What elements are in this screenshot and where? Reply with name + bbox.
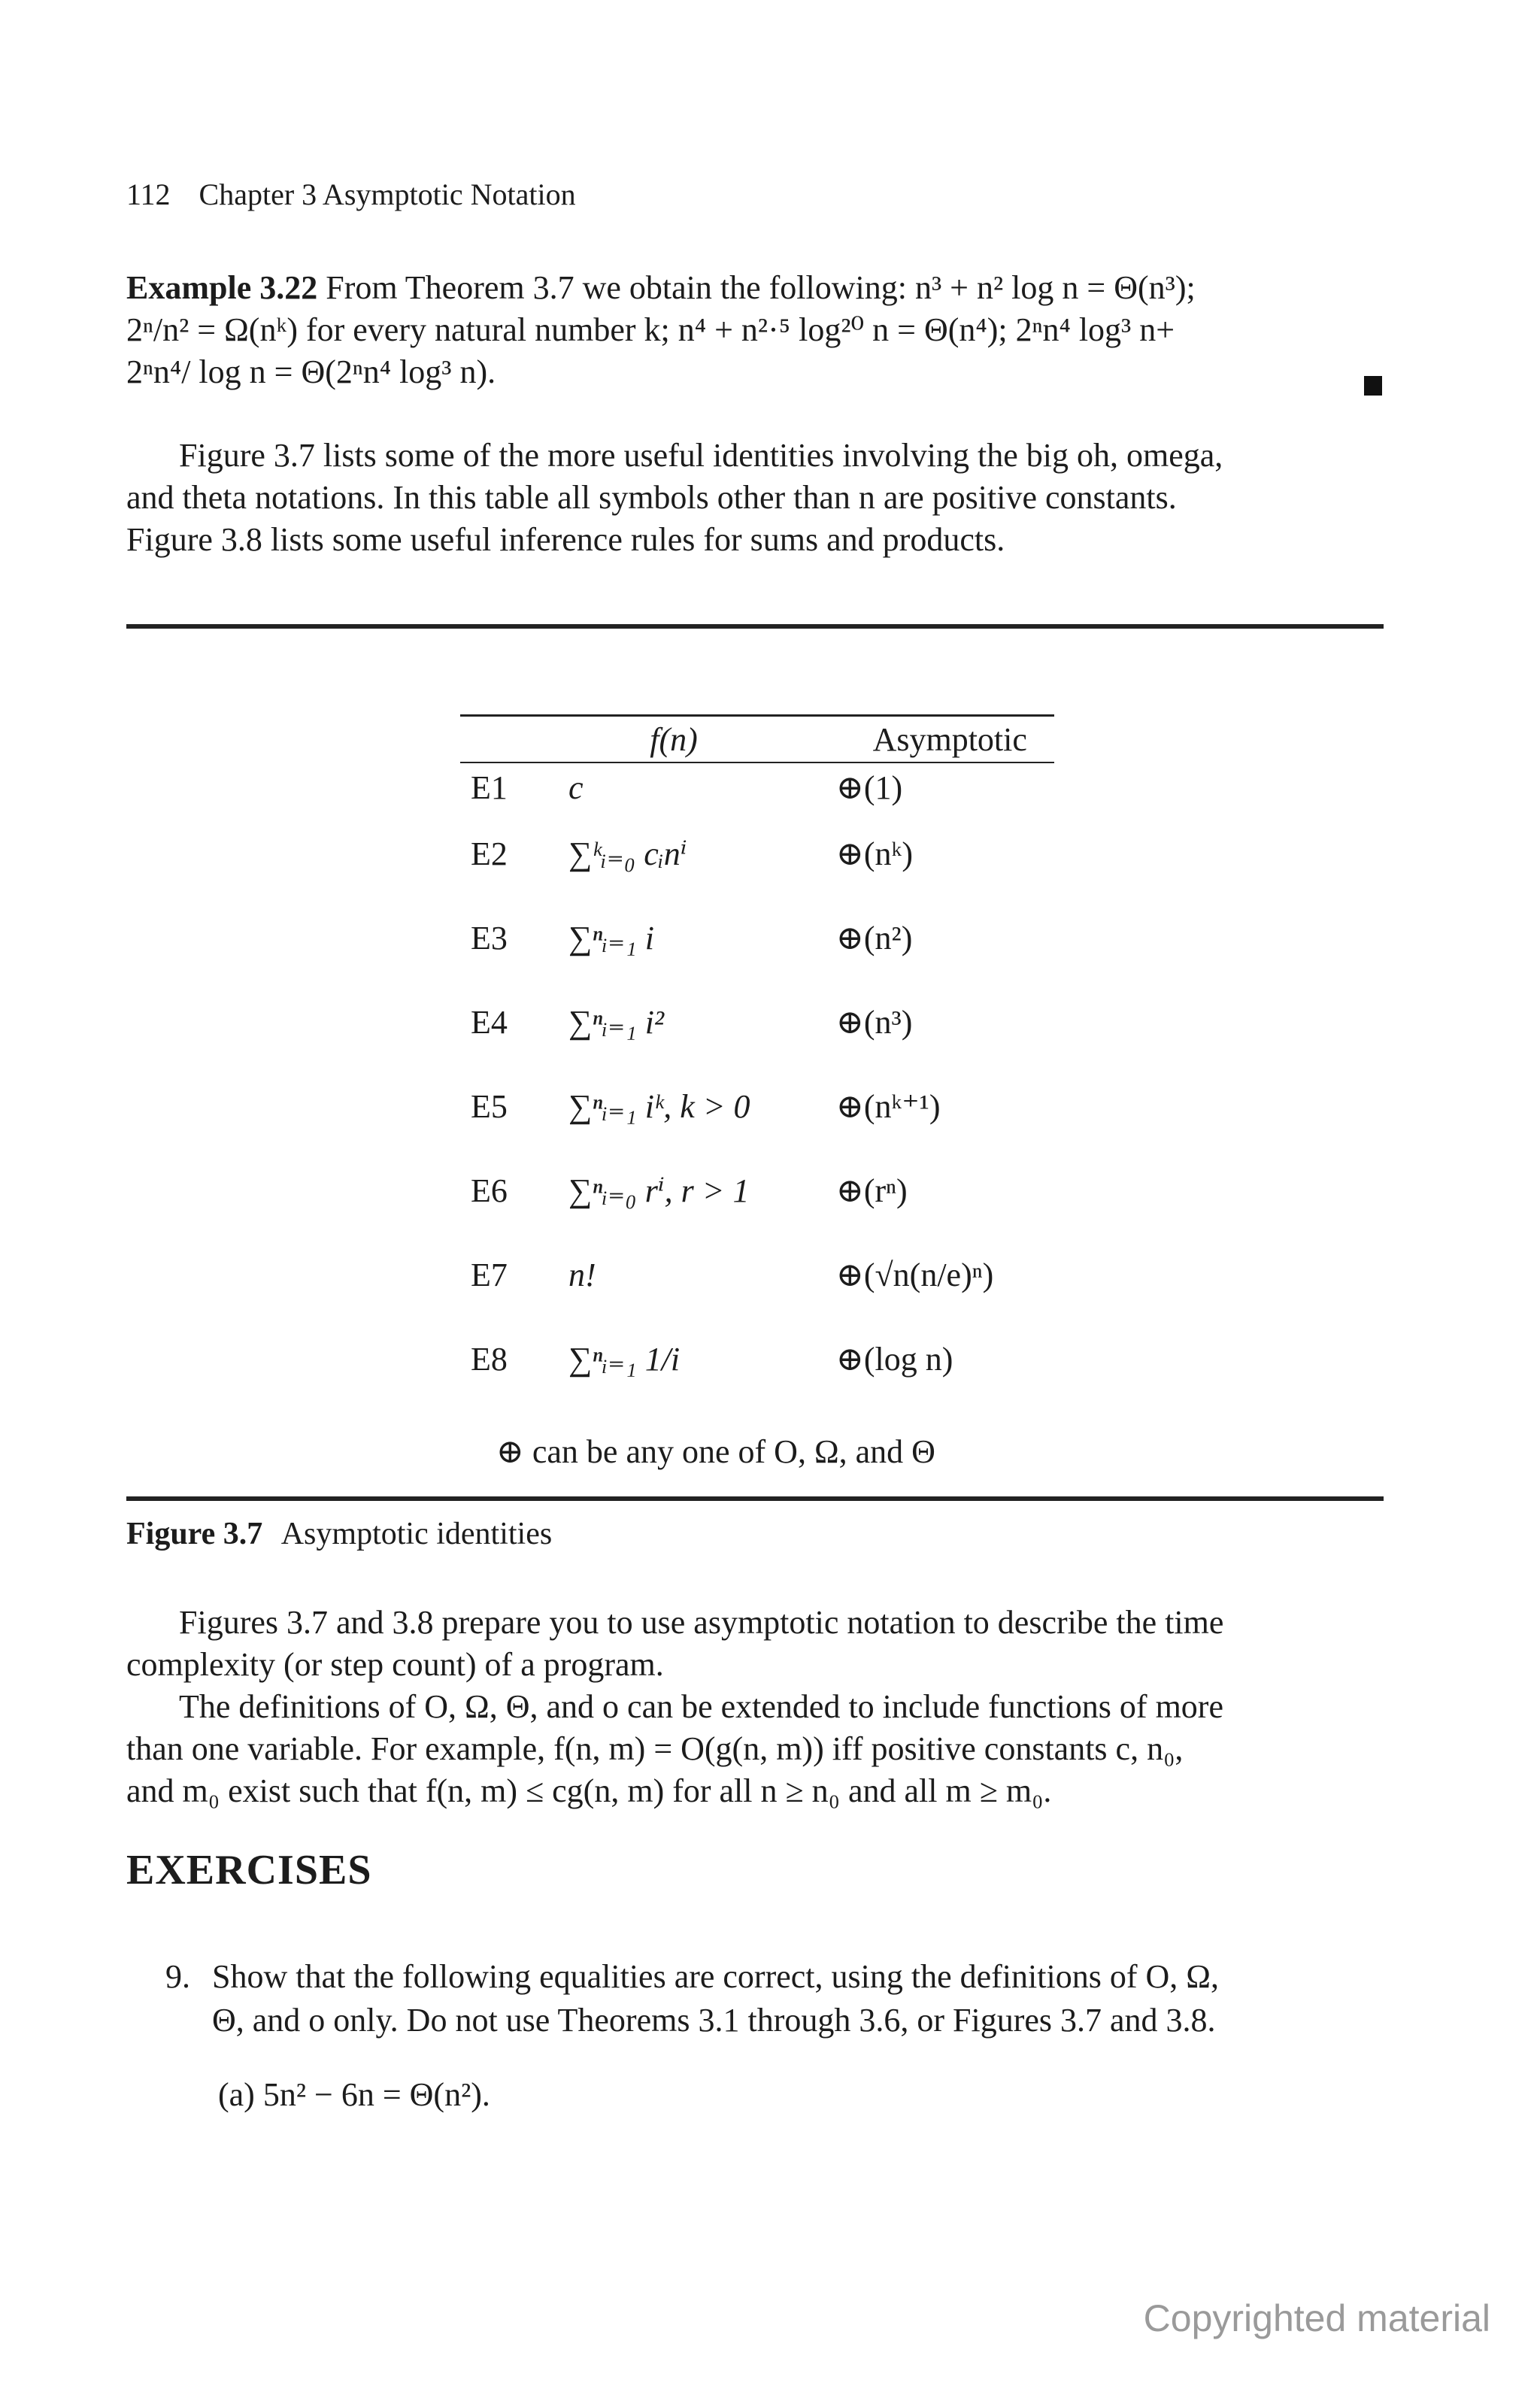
intro-paragraph [126, 435, 1384, 561]
table-row [460, 980, 1054, 1064]
table-row [460, 811, 1054, 896]
header-asymptotic: Asymptotic [872, 721, 1027, 758]
row-f: ∑ᵏᵢ₌₀ cᵢnⁱ [568, 835, 687, 872]
example-line-1: From Theorem 3.7 we obtain the following: n³ + n² log n = Θ(n³); [326, 269, 1196, 306]
body-line: The definitions of O, Ω, Θ, and o can be extended to include functions of more [179, 1688, 1223, 1725]
figure-bottom-rule [126, 1496, 1384, 1501]
figure-caption [126, 1516, 552, 1552]
table-footnote: ⊕ can be any one of O, Ω, and Θ [496, 1433, 935, 1470]
row-asymptotic: ⊕(log n) [836, 1340, 953, 1378]
intro-line: Figure 3.8 lists some useful inference rules for sums and products. [126, 521, 1005, 558]
exercise-9a: (a) 5n² − 6n = Θ(n²). [218, 2076, 490, 2113]
copyright-watermark: Copyrighted material [1143, 2297, 1490, 2339]
row-f: ∑ⁿᵢ₌₁ iᵏ, k > 0 [568, 1087, 750, 1125]
row-id: E7 [471, 1256, 508, 1293]
row-f: ∑ⁿᵢ₌₁ 1/i [568, 1340, 681, 1378]
row-id: E3 [471, 919, 508, 956]
body-line: and m₀ exist such that f(n, m) ≤ cg(n, m) for all n ≥ n₀ and all m ≥ m₀. [126, 1772, 1052, 1809]
row-id: E1 [471, 769, 508, 806]
body-line: complexity (or step count) of a program. [126, 1646, 664, 1683]
body-line: Figures 3.7 and 3.8 prepare you to use asymptotic notation to describe the time [179, 1604, 1224, 1641]
body-line: than one variable. For example, f(n, m) = O(g(n, m)) iff positive constants c, n₀, [126, 1730, 1184, 1767]
table-row [460, 1064, 1054, 1148]
exercise-line: Show that the following equalities are correct, using the definitions of O, Ω, [212, 1958, 1219, 1995]
exercise-9 [165, 1955, 1384, 2042]
row-asymptotic: ⊕(n³) [836, 1003, 913, 1041]
table-row [460, 896, 1054, 980]
table-header-row [460, 717, 1054, 762]
intro-line: and theta notations. In this table all symbols other than n are positive constants. [126, 479, 1177, 516]
row-asymptotic: ⊕(nᵏ) [836, 835, 914, 872]
example-label: Example 3.22 [126, 269, 318, 306]
identities-table [460, 714, 1054, 1401]
page-number: 112 [126, 177, 171, 211]
row-f: ∑ⁿᵢ₌₀ rⁱ, r > 1 [568, 1172, 750, 1209]
exercise-line: Θ, and o only. Do not use Theorems 3.1 through 3.6, or Figures 3.7 and 3.8. [212, 2002, 1216, 2039]
row-id: E2 [471, 835, 508, 872]
figure-top-rule [126, 624, 1384, 629]
table-row [460, 1148, 1054, 1232]
row-f: ∑ⁿᵢ₌₁ i² [568, 1003, 665, 1041]
row-id: E8 [471, 1340, 508, 1378]
header-fn: f(n) [650, 721, 698, 758]
page-header [126, 177, 576, 212]
row-asymptotic: ⊕(rⁿ) [836, 1172, 908, 1209]
row-id: E4 [471, 1003, 508, 1041]
body-paragraph-2 [126, 1686, 1384, 1812]
example-block [126, 267, 1384, 393]
example-line-2: 2ⁿ/n² = Ω(nᵏ) for every natural number k; n⁴ + n²·⁵ log²⁰ n = Θ(n⁴); 2ⁿn⁴ log³ n+ [126, 311, 1175, 348]
exercise-number: 9. [165, 1958, 190, 1995]
row-asymptotic: ⊕(1) [836, 769, 903, 806]
caption-label: Figure 3.7 [126, 1517, 263, 1551]
row-f: c [568, 769, 584, 806]
intro-line: Figure 3.7 lists some of the more useful identities involving the big oh, omega, [179, 437, 1223, 474]
body-paragraph-1 [126, 1602, 1384, 1686]
row-id: E6 [471, 1172, 508, 1209]
example-line-3: 2ⁿn⁴/ log n = Θ(2ⁿn⁴ log³ n). [126, 353, 496, 390]
table-row [460, 1232, 1054, 1317]
row-id: E5 [471, 1087, 508, 1125]
end-of-example-square [1364, 376, 1382, 396]
running-title: Chapter 3 Asymptotic Notation [199, 177, 576, 211]
row-asymptotic: ⊕(√n(n/e)ⁿ) [836, 1256, 994, 1293]
section-title: EXERCISES [126, 1847, 372, 1893]
row-asymptotic: ⊕(nᵏ⁺¹) [836, 1087, 941, 1125]
row-asymptotic: ⊕(n²) [836, 919, 913, 956]
row-f: n! [568, 1256, 596, 1293]
table-row [460, 1317, 1054, 1401]
table-row [460, 763, 1054, 811]
row-f: ∑ⁿᵢ₌₁ i [568, 919, 654, 956]
caption-text: Asymptotic identities [280, 1517, 553, 1551]
